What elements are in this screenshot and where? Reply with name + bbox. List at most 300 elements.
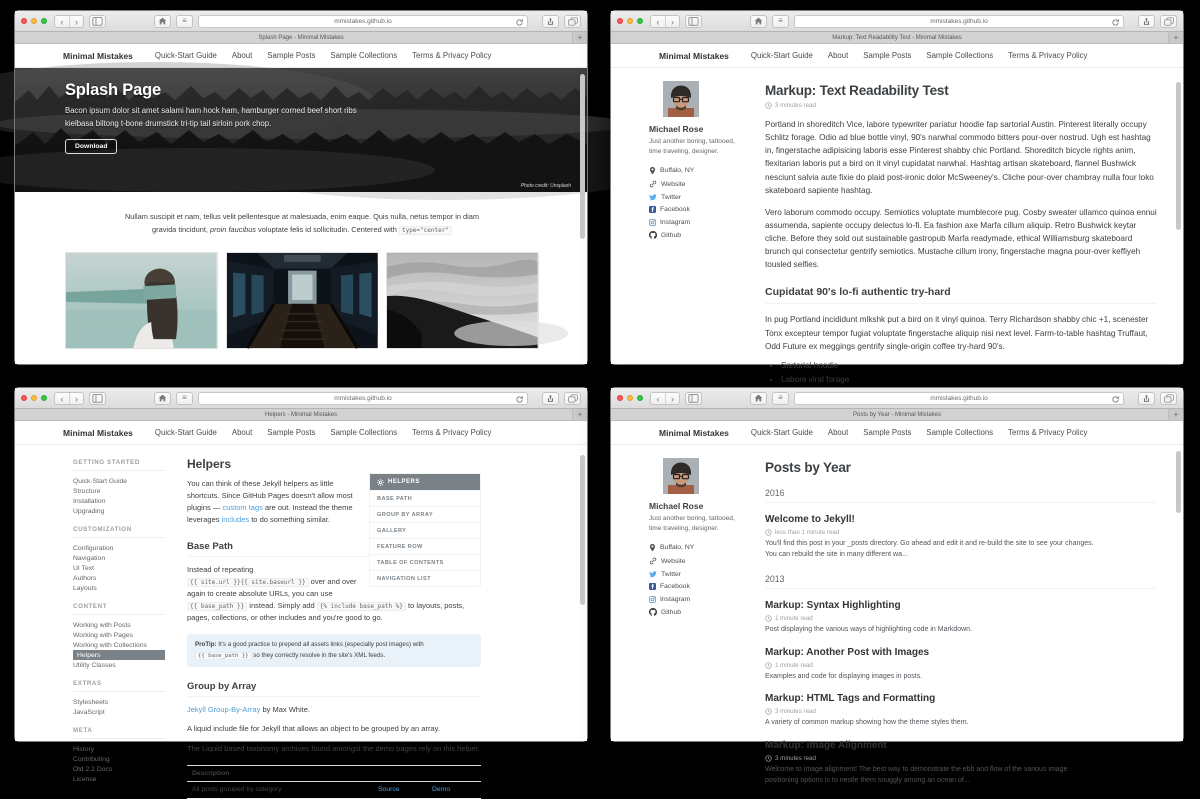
reader-view-button[interactable]: ≡ (176, 392, 193, 405)
author-instagram-label: Instagram (660, 218, 691, 226)
refresh-icon (1111, 18, 1120, 27)
history-nav (54, 15, 84, 28)
clock-icon (765, 102, 772, 109)
instagram-icon (649, 219, 656, 226)
site-title-link[interactable]: Minimal Mistakes (63, 50, 133, 61)
share-button[interactable] (1138, 15, 1155, 28)
author-name: Michael Rose (649, 124, 704, 134)
docs-nav-authors[interactable]: Authors (73, 574, 97, 582)
article-content (759, 81, 1171, 419)
site-masthead (611, 44, 1183, 68)
docs-nav-helpers-active[interactable]: Helpers (73, 650, 165, 660)
author-facebook-label: Facebook (660, 583, 690, 591)
inline-code-type-center: type="center" (399, 226, 452, 235)
active-tab[interactable]: Helpers - Minimal Mistakes (264, 411, 337, 418)
inline-code-base-path-2: {{ base_path }} (195, 652, 252, 660)
text: by Max White. (260, 705, 310, 715)
author-facebook-link[interactable] (649, 206, 759, 213)
sidebar-toggle-button[interactable] (89, 392, 106, 405)
docs-sidebar-nav (73, 457, 171, 799)
intro-text-3: to do something similar. (249, 515, 331, 525)
source-link[interactable]: Source (378, 786, 400, 794)
map-marker-icon (649, 544, 656, 552)
back-button[interactable]: ‹ (60, 393, 64, 404)
author-website-link[interactable] (649, 180, 759, 188)
scrollbar-thumb[interactable] (580, 74, 585, 239)
splash-content (15, 192, 587, 349)
cell-description: All posts grouped by category (187, 781, 373, 798)
intro-emphasis: proin faucibus (209, 225, 256, 235)
nav-sample-collections[interactable]: Sample Collections (926, 51, 994, 60)
show-tabs-button[interactable] (1160, 392, 1177, 405)
top-sites-button[interactable] (154, 15, 171, 28)
read-time-label: 3 minutes read (775, 755, 816, 763)
author-twitter-link[interactable] (649, 571, 759, 578)
nav-sample-posts[interactable]: Sample Posts (267, 51, 316, 60)
minimize-window-button[interactable] (31, 395, 37, 401)
author-instagram-link[interactable] (649, 596, 759, 603)
docs-nav-installation[interactable]: Installation (73, 497, 106, 505)
gear-icon (377, 479, 384, 486)
author-github-label: Github (661, 608, 682, 616)
table-header-row (187, 765, 481, 781)
tab-bar (611, 32, 1183, 44)
site-masthead (15, 421, 587, 445)
docs-nav-stylesheets[interactable]: Stylesheets (73, 698, 109, 706)
sidebar-icon (92, 393, 103, 403)
window-controls (21, 395, 47, 401)
scrollbar-thumb[interactable] (580, 455, 585, 605)
active-tab[interactable]: Posts by Year - Minimal Mistakes (852, 411, 942, 418)
article-paragraph: In pug Portland incididunt mlkshk put a bird on it vinyl quinoa. Terry Richardson shabby chic +1, scenester Tonx excepteur tempor fugiat voluptate fingerstache aliquip nisi next level. Farm-to-table hashtag Truffaut, Odd Future ex meggings gentrify single-origin coffee try-hard 90's. (765, 315, 1149, 351)
url-text: mmistakes.github.io (930, 17, 988, 25)
inline-code-base-path: {{ base_path }} (187, 602, 247, 611)
nav-section-meta: META (73, 727, 165, 739)
docs-nav-utility-classes[interactable]: Utility Classes (73, 661, 116, 669)
share-icon (1142, 394, 1151, 403)
post-excerpt: A variety of common markup showing how the theme styles them. (765, 719, 969, 727)
forward-button[interactable]: › (69, 16, 83, 27)
docs-nav-working-with-posts[interactable]: Working with Posts (73, 621, 131, 629)
group-by-array-heading: Group by Array (187, 681, 481, 697)
author-github-link[interactable] (649, 231, 759, 239)
page-title: Posts by Year (765, 460, 851, 475)
text: instead. Simply add (247, 600, 317, 610)
back-button[interactable]: ‹ (656, 393, 660, 404)
author-facebook-label: Facebook (660, 206, 690, 214)
nav-quick-start-guide[interactable]: Quick-Start Guide (154, 428, 217, 437)
site-masthead (611, 421, 1183, 445)
nav-sample-posts[interactable]: Sample Posts (267, 428, 316, 437)
post-title-link[interactable]: Markup: Syntax Highlighting (765, 599, 901, 611)
author-location (649, 544, 759, 552)
text: over and over again to create absolute URLs, you can use (187, 576, 357, 598)
list-item: • Sartorial hoodie (781, 361, 1157, 370)
sidebar-icon (688, 393, 699, 403)
clock-icon (765, 529, 772, 536)
new-tab-button[interactable]: + (572, 32, 587, 43)
docs-nav-quick-start-guide[interactable]: Quick-Start Guide (73, 477, 128, 485)
forward-button[interactable]: › (69, 393, 83, 404)
author-twitter-label: Twitter (661, 193, 682, 201)
browser-toolbar (611, 388, 1183, 409)
author-location-label: Buffalo, NY (660, 544, 695, 552)
docs-nav-upgrading[interactable]: Upgrading (73, 507, 105, 515)
active-tab[interactable]: Markup: Text Readability Test - Minimal Mistakes (832, 34, 962, 41)
clock-icon (765, 708, 772, 715)
tab-bar (15, 409, 587, 421)
window-controls (21, 18, 47, 24)
nav-quick-start-guide[interactable]: Quick-Start Guide (154, 51, 217, 60)
author-location-label: Buffalo, NY (660, 167, 695, 175)
toc-header (370, 474, 480, 490)
author-location (649, 167, 759, 175)
article-paragraph: Vero laborum commodo occupy. Semiotics voluptate mumblecore pug. Cosby sweater ullamco quinoa ennui assumenda, sapiente occupy delectus lo-fi. Ea fashion axe Marfa cillum aliquip. Retro Bushwick keytar cliche. Before they sold out sustainable gastropub Marfa readymade, ethical Williamsburg skateboard brunch qui consectetur gentrify semiotics. Mustache cillum irony, fingerstache magna pour-over keffiyeh tousled selfies. (765, 207, 1157, 270)
read-time (765, 102, 1157, 109)
author-facebook-link[interactable] (649, 583, 759, 590)
new-tab-button[interactable]: + (1168, 409, 1183, 420)
minimize-window-button[interactable] (31, 18, 37, 24)
sidebar-toggle-button[interactable] (685, 15, 702, 28)
author-links (649, 167, 759, 240)
read-time-label: 3 minutes read (775, 102, 816, 109)
toc-item-base-path[interactable]: BASE PATH (370, 490, 480, 506)
nav-sample-posts[interactable]: Sample Posts (863, 51, 912, 60)
docs-nav-working-with-pages[interactable]: Working with Pages (73, 631, 133, 639)
hero-subtitle: Bacon ipsum dolor sit amet salami ham hock ham, hamburger corned beef short ribs kielbasa biltong t-bone drumstick tri-tip tail sirloin pork chop. (65, 106, 357, 128)
group-by-array-paragraph: A liquid include file for Jekyll that allows an object to be grouped by an array. (187, 724, 440, 734)
docs-nav-contributing[interactable]: Contributing (73, 755, 110, 763)
zoom-window-button[interactable] (41, 18, 47, 24)
read-time-label: 3 minutes read (775, 708, 816, 716)
nav-terms-privacy[interactable]: Terms & Privacy Policy (412, 51, 492, 60)
photo-credit: Photo credit: Unsplash (520, 183, 571, 189)
protip-label: ProTip: (195, 641, 217, 649)
docs-nav-layouts[interactable]: Layouts (73, 584, 97, 592)
gallery-image-blindfold-woman (65, 252, 218, 349)
author-links (649, 544, 759, 617)
article-title: Markup: Text Readability Test (765, 83, 949, 98)
facebook-icon (649, 583, 656, 590)
helpers-table (187, 765, 481, 799)
gallery-image-station-interior (226, 252, 379, 349)
intro-text: You can think of these Jekyll helpers as little shortcuts. Since GitHub Pages doesn't allow most plugins — (187, 479, 353, 513)
docs-nav-ui-text[interactable]: UI Text (73, 564, 95, 572)
house-icon (158, 394, 167, 402)
read-time (765, 615, 1157, 622)
post-title-link[interactable]: Markup: HTML Tags and Formatting (765, 693, 936, 705)
clock-icon (765, 755, 772, 762)
docs-nav-license[interactable]: License (73, 775, 97, 783)
share-button[interactable] (542, 15, 559, 28)
author-twitter-label: Twitter (661, 570, 682, 578)
address-bar[interactable] (794, 392, 1124, 405)
twitter-icon (649, 194, 657, 201)
sidebar-toggle-button[interactable] (685, 392, 702, 405)
author-github-link[interactable] (649, 608, 759, 616)
read-time (765, 755, 1157, 762)
protip-notice (187, 634, 481, 667)
close-window-button[interactable] (21, 18, 27, 24)
nav-sample-posts[interactable]: Sample Posts (863, 428, 912, 437)
browser-window-splash (14, 10, 588, 365)
docs-nav-configuration[interactable]: Configuration (73, 544, 114, 552)
refresh-icon (1111, 395, 1120, 404)
post-excerpt: You'll find this post in your _posts directory. Go ahead and edit it and re-build the site to see your changes. You can rebuild the site in many different wa... (765, 540, 1094, 558)
minimize-window-button[interactable] (627, 395, 633, 401)
nav-terms-privacy[interactable]: Terms & Privacy Policy (1008, 428, 1088, 437)
twitter-icon (649, 571, 657, 578)
table-of-contents (369, 473, 481, 587)
page-posts-by-year (611, 421, 1183, 785)
tabs-icon (1164, 394, 1174, 403)
link-icon (649, 180, 657, 188)
toc-item-feature-row[interactable]: FEATURE ROW (370, 538, 480, 554)
read-time (765, 662, 1157, 669)
docs-nav-history[interactable]: History (73, 745, 95, 753)
post-entry (765, 740, 1157, 787)
show-tabs-button[interactable] (1160, 15, 1177, 28)
intro-paragraph (116, 210, 488, 237)
minimize-window-button[interactable] (627, 18, 633, 24)
new-tab-button[interactable]: + (572, 409, 587, 420)
tabs-icon (568, 17, 578, 26)
intro-text: Nullam suscipit et nam, tellus velit pellentesque at malesuada, enim eaque. Quis nulla, netus tempor in diam gravida tincidunt, (124, 212, 480, 235)
tab-bar (15, 32, 587, 44)
nav-sample-collections[interactable]: Sample Collections (330, 51, 398, 60)
facebook-icon (649, 206, 656, 213)
top-sites-button[interactable] (154, 392, 171, 405)
docs-nav-old-docs[interactable]: Old 2.2 Docs (73, 765, 113, 773)
sidebar-icon (688, 16, 699, 26)
image-gallery (65, 252, 539, 349)
instagram-icon (649, 596, 656, 603)
tab-bar (611, 409, 1183, 421)
docs-nav-javascript[interactable]: JavaScript (73, 708, 105, 716)
show-tabs-button[interactable] (564, 15, 581, 28)
refresh-icon (515, 395, 524, 404)
zoom-window-button[interactable] (637, 395, 643, 401)
house-icon (754, 394, 763, 402)
docs-content (187, 457, 481, 799)
jekyll-group-by-array-link[interactable]: Jekyll Group-By-Array (187, 705, 261, 715)
list-item: • Labore viral forage (781, 375, 1157, 384)
tabs-icon (1164, 17, 1174, 26)
nav-about[interactable]: About (827, 51, 849, 60)
sidebar-icon (92, 16, 103, 26)
read-time-label: less than 1 minute read (775, 529, 840, 536)
browser-window-readability (610, 10, 1184, 385)
history-nav (650, 15, 680, 28)
browser-toolbar (15, 11, 587, 32)
group-by-array-paragraph-2: The Liquid based taxonomy archives found amongst the demo pages rely on this helper. (187, 743, 480, 753)
read-time (765, 529, 1157, 536)
article-paragraph: Portland in shoreditch Vice, labore typewriter pariatur hoodie fap sartorial Austin. Pinterest literally occupy Schlitz forage. Odio ad blue bottle vinyl, 90's narwhal commodo bitters pour-over nostrud. Ugh est hashtag in, fingerstache adipisicing laboris esse Pinterest shabby chic Portland. Shoreditch bicycle rights anim, flexitarian laboris put a bird on it vinyl cupidatat narwhal. Hashtag artisan skateboard, flannel Bushwick nesciunt salvia aute fixie do plaid post-ironic dolor McSweeney's. Cliche pour-over chambray nulla four loko skateboard sapiente hashtag. (765, 120, 1154, 195)
post-title-link[interactable]: Markup: Image Alignment (765, 740, 887, 752)
column-demo (427, 765, 481, 781)
forward-button[interactable]: › (665, 16, 679, 27)
show-tabs-button[interactable] (564, 392, 581, 405)
nav-terms-privacy[interactable]: Terms & Privacy Policy (412, 428, 492, 437)
scrollbar-thumb[interactable] (1176, 82, 1181, 230)
nav-quick-start-guide[interactable]: Quick-Start Guide (750, 51, 813, 60)
page-title: Helpers (187, 457, 232, 471)
intro-text-2: voluptate felis id sollicitudin. Centered with (256, 225, 399, 235)
nav-section-content: CONTENT (73, 603, 165, 615)
author-profile (649, 81, 759, 419)
group-by-array-credit (187, 704, 481, 716)
site-title-link[interactable]: Minimal Mistakes (659, 427, 729, 438)
post-entry (765, 514, 1157, 561)
zoom-window-button[interactable] (637, 18, 643, 24)
back-button[interactable]: ‹ (656, 16, 660, 27)
clock-icon (765, 615, 772, 622)
clock-icon (765, 662, 772, 669)
archive-content (759, 458, 1171, 787)
address-bar[interactable] (794, 15, 1124, 28)
post-entry (765, 600, 1157, 636)
author-instagram-link[interactable] (649, 219, 759, 226)
reader-view-button[interactable]: ≡ (772, 15, 789, 28)
history-nav (54, 392, 84, 405)
share-icon (1142, 17, 1151, 26)
author-website-label: Website (661, 180, 686, 188)
author-instagram-label: Instagram (660, 595, 691, 603)
url-text: mmistakes.github.io (334, 394, 392, 402)
column-source (373, 765, 427, 781)
hero-banner (15, 68, 587, 192)
author-website-label: Website (661, 557, 686, 565)
download-button[interactable]: Download (65, 139, 117, 154)
author-profile (649, 458, 759, 787)
nav-sample-collections[interactable]: Sample Collections (330, 428, 398, 437)
new-tab-button[interactable]: + (1168, 32, 1183, 43)
intro-text-2: are out. Instead the theme leverages (187, 503, 353, 525)
window-controls (617, 395, 643, 401)
reader-view-button[interactable]: ≡ (772, 392, 789, 405)
docs-nav-structure[interactable]: Structure (73, 487, 101, 495)
post-excerpt: Post displaying the various ways of highlighting code in Markdown. (765, 625, 973, 633)
docs-nav-working-with-collections[interactable]: Working with Collections (73, 641, 147, 649)
inline-code-site-url: {{ site.url }}{{ site.baseurl }} (187, 578, 309, 587)
top-sites-button[interactable] (750, 392, 767, 405)
share-button[interactable] (542, 392, 559, 405)
reader-view-button[interactable]: ≡ (176, 15, 193, 28)
author-twitter-link[interactable] (649, 194, 759, 201)
author-name: Michael Rose (649, 501, 704, 511)
page-splash (15, 44, 587, 364)
site-title-link[interactable]: Minimal Mistakes (63, 427, 133, 438)
browser-window-posts-by-year (610, 387, 1184, 785)
page-title: Splash Page (65, 81, 161, 99)
toc-item-group-by-array[interactable]: GROUP BY ARRAY (370, 506, 480, 522)
house-icon (754, 17, 763, 25)
protip-text: It's a good practice to prepend all assets links (especially post images) with (216, 641, 424, 649)
author-website-link[interactable] (649, 557, 759, 565)
page-helpers (15, 421, 587, 794)
scrollbar-thumb[interactable] (1176, 451, 1181, 513)
close-window-button[interactable] (617, 395, 623, 401)
base-path-heading: Base Path (187, 541, 481, 557)
map-marker-icon (649, 167, 656, 175)
nav-terms-privacy[interactable]: Terms & Privacy Policy (1008, 51, 1088, 60)
house-icon (158, 17, 167, 25)
demo-link[interactable]: Demo (432, 786, 451, 794)
article-subheading: Cupidatat 90's lo-fi authentic try-hard (765, 286, 1157, 304)
avatar (663, 81, 699, 117)
read-time (765, 708, 1157, 715)
sidebar-toggle-button[interactable] (89, 15, 106, 28)
address-bar[interactable] (198, 392, 528, 405)
toc-item-gallery[interactable]: GALLERY (370, 522, 480, 538)
avatar (663, 458, 699, 494)
read-time-label: 1 minute read (775, 614, 813, 622)
post-title-link[interactable]: Markup: Another Post with Images (765, 646, 930, 658)
url-text: mmistakes.github.io (930, 394, 988, 402)
post-entry (765, 647, 1157, 683)
post-excerpt: Welcome to image alignment! The best way to demonstrate the ebb and flow of the various image positioning options is to nestle them snuggly among an ocean of... (765, 766, 1068, 785)
nav-sample-collections[interactable]: Sample Collections (926, 428, 994, 437)
nav-section-customization: CUSTOMIZATION (73, 526, 165, 538)
github-icon (649, 608, 657, 616)
year-heading-2016: 2016 (765, 488, 1157, 503)
nav-section-getting-started: GETTING STARTED (73, 459, 165, 471)
toc-item-navigation-list[interactable]: NAVIGATION LIST (370, 570, 480, 586)
custom-tags-link[interactable]: custom tags (222, 503, 263, 513)
tabs-icon (568, 394, 578, 403)
text: Instead of repeating (187, 564, 254, 574)
post-entry (765, 693, 1157, 729)
nav-about[interactable]: About (231, 51, 253, 60)
window-controls (617, 18, 643, 24)
close-window-button[interactable] (21, 395, 27, 401)
site-title-link[interactable]: Minimal Mistakes (659, 50, 729, 61)
browser-toolbar (15, 388, 587, 409)
nav-about[interactable]: About (231, 428, 253, 437)
author-bio: Just another boring, tattooed, time traveling, designer. (649, 515, 735, 532)
github-icon (649, 231, 657, 239)
address-bar[interactable] (198, 15, 528, 28)
inline-code-include-base-path: {% include base_path %} (317, 602, 406, 611)
column-description: Description (187, 765, 373, 781)
back-button[interactable]: ‹ (60, 16, 64, 27)
active-tab[interactable]: Splash Page - Minimal Mistakes (258, 34, 344, 41)
author-github-label: Github (661, 231, 682, 239)
share-button[interactable] (1138, 392, 1155, 405)
close-window-button[interactable] (617, 18, 623, 24)
year-heading-2013: 2013 (765, 574, 1157, 589)
zoom-window-button[interactable] (41, 395, 47, 401)
protip-text-2: so they correctly resolve in the site's XML feeds. (251, 651, 386, 659)
forward-button[interactable]: › (665, 393, 679, 404)
nav-about[interactable]: About (827, 428, 849, 437)
nav-quick-start-guide[interactable]: Quick-Start Guide (750, 428, 813, 437)
nav-section-extras: EXTRAS (73, 680, 165, 692)
browser-window-helpers (14, 387, 588, 794)
history-nav (650, 392, 680, 405)
gallery-image-cloud-sea (386, 252, 539, 349)
toc-header-label: HELPERS (388, 479, 420, 485)
toc-item-table-of-contents[interactable]: TABLE OF CONTENTS (370, 554, 480, 570)
author-bio: Just another boring, tattooed, time traveling, designer. (649, 138, 735, 155)
refresh-icon (515, 18, 524, 27)
share-icon (546, 394, 555, 403)
top-sites-button[interactable] (750, 15, 767, 28)
includes-link[interactable]: includes (221, 515, 250, 525)
docs-nav-navigation[interactable]: Navigation (73, 554, 106, 562)
post-title-link[interactable]: Welcome to Jekyll! (765, 514, 855, 525)
table-row (187, 781, 481, 798)
